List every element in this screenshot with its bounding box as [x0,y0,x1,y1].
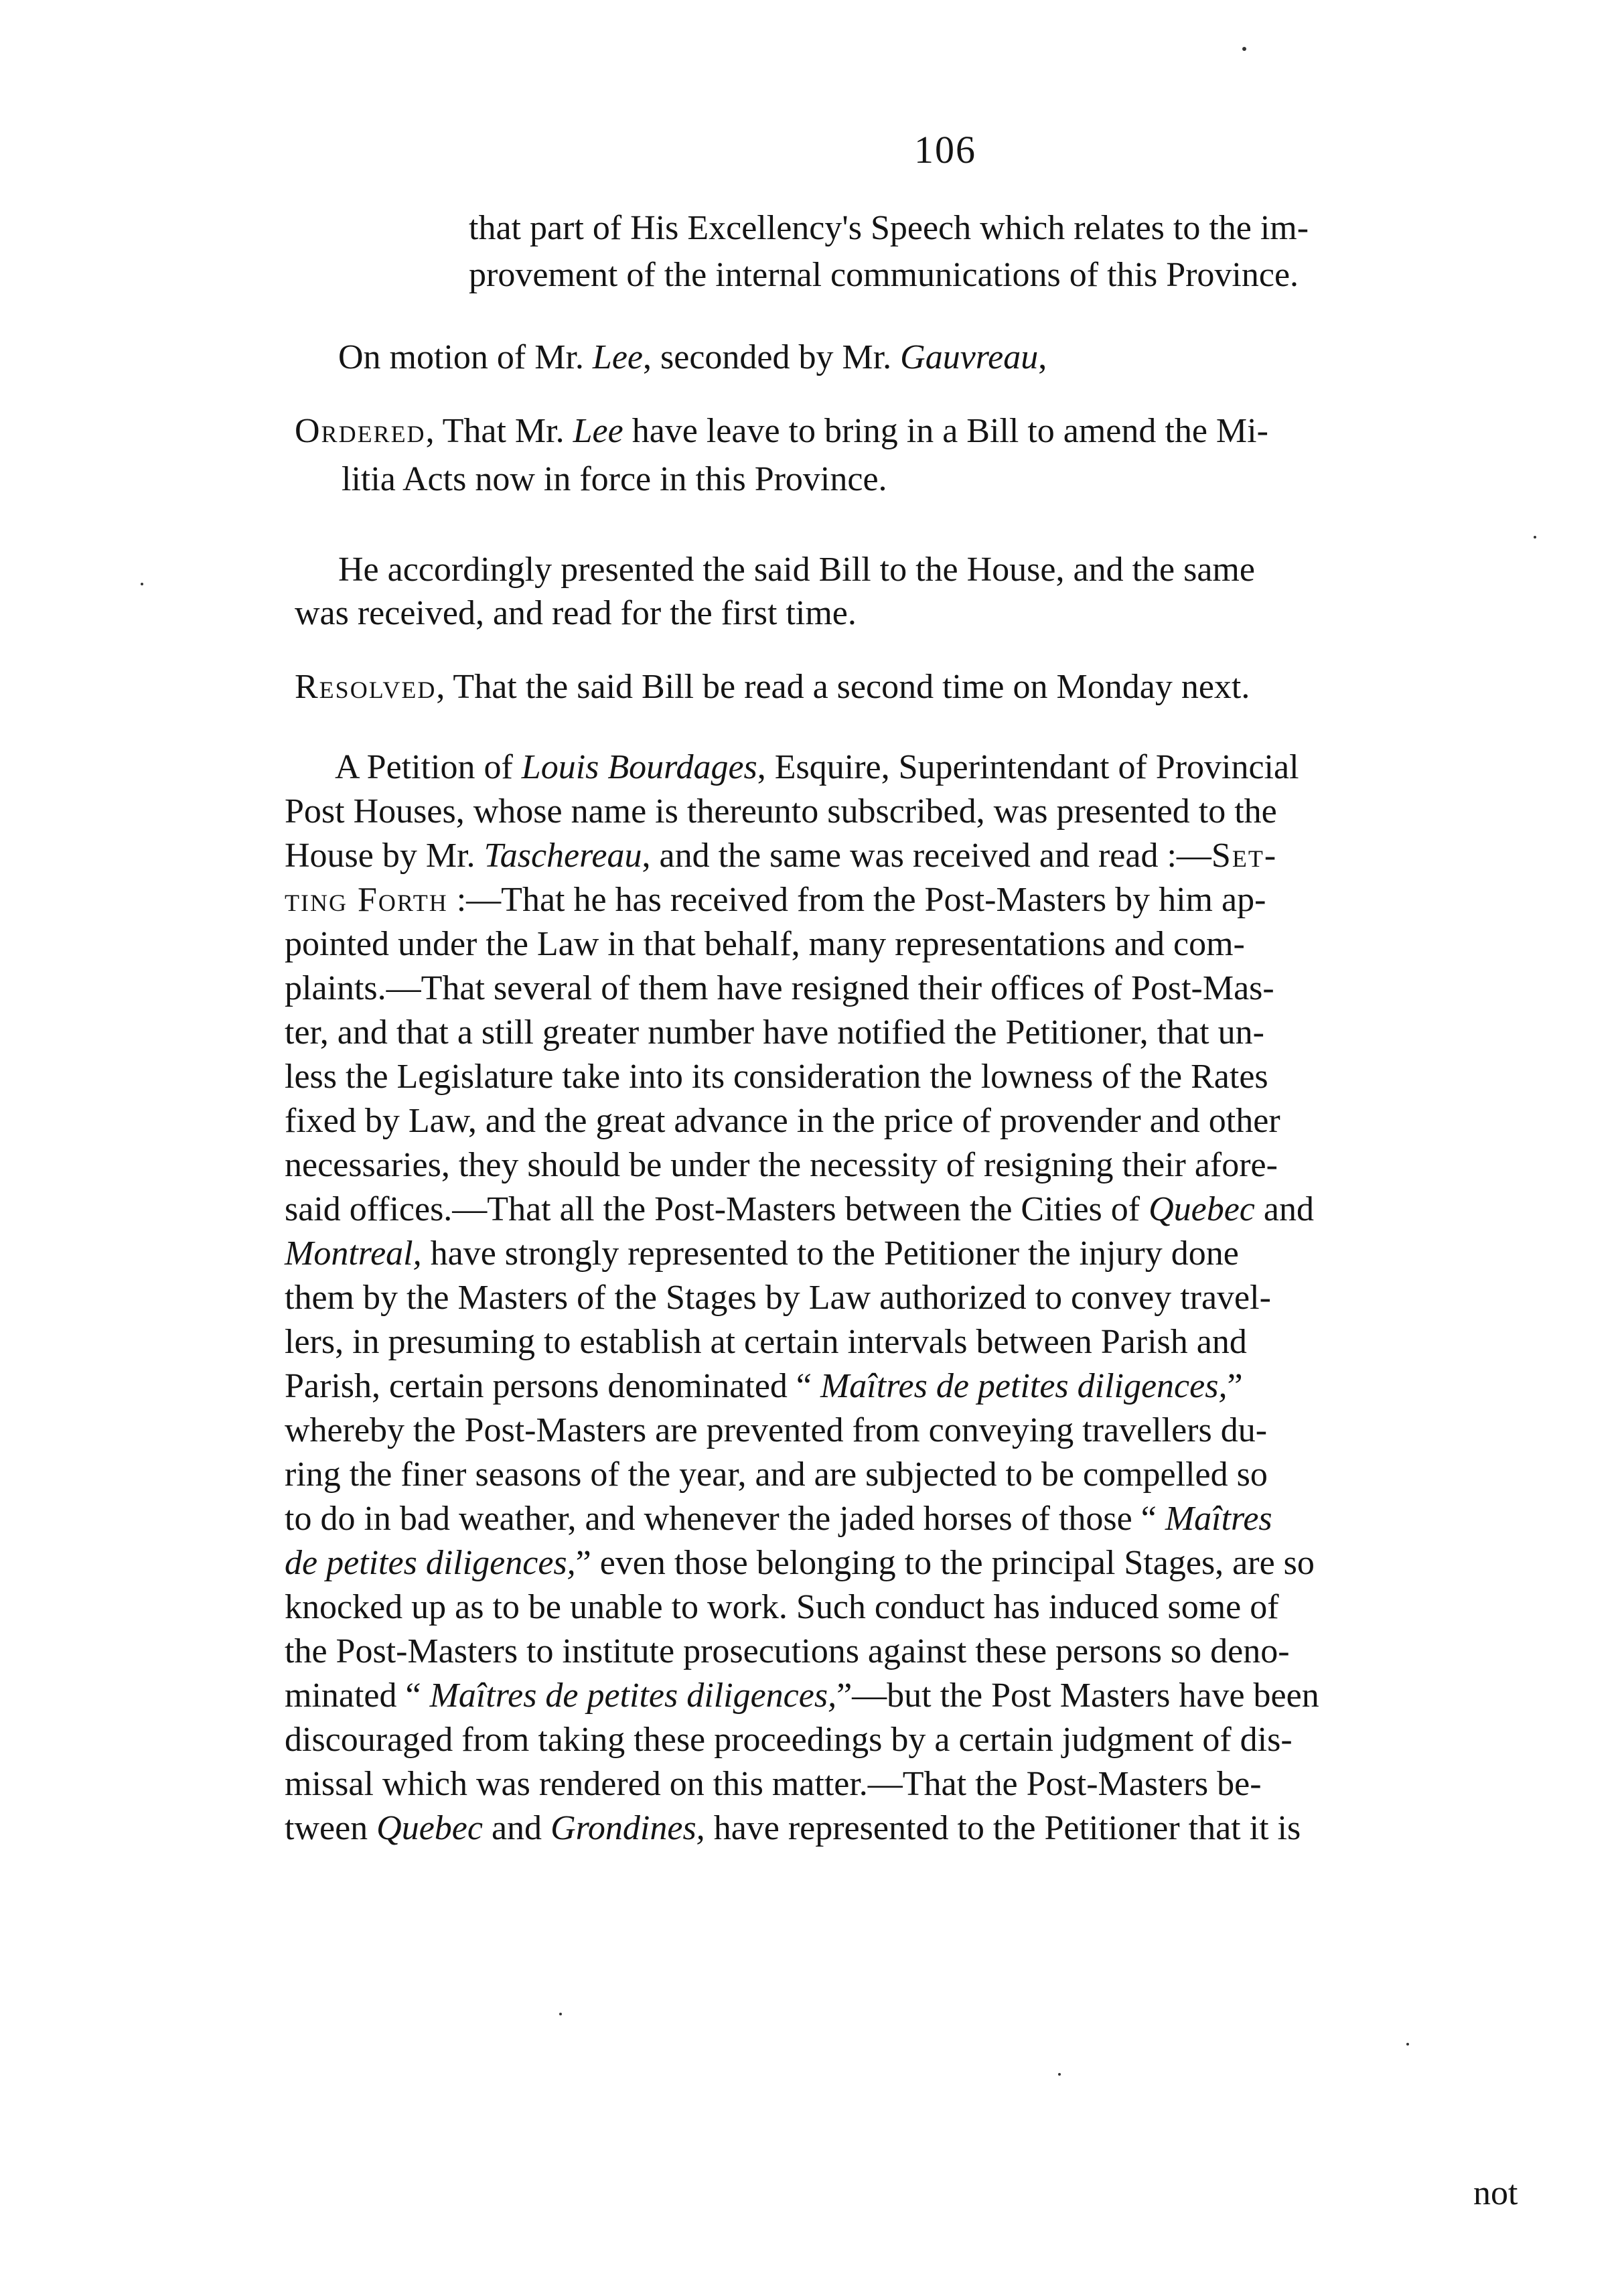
petition-line: plaints.—That several of them have resigned their offices of Post-Mas- [285,969,1274,1007]
petition-line: lers, in presuming to establish at certain intervals between Parish and [285,1323,1247,1361]
scan-speck [141,583,143,585]
resolved-line: Resolved, That the said Bill be read a second time on Monday next. [295,668,1250,706]
petition-line: Post Houses, whose name is thereunto subscribed, was presented to the [285,792,1277,831]
scan-speck [1058,2073,1061,2076]
petition-line: discouraged from taking these proceedings by a certain judgment of dis- [285,1721,1293,1759]
petition-line: knocked up as to be unable to work. Such conduct has induced some of [285,1588,1279,1626]
page-number: 106 [914,128,976,171]
text-line: He accordingly presented the said Bill to the House, and the same [338,551,1255,589]
petition-line: ter, and that a still greater number have notified the Petitioner, that un- [285,1013,1264,1052]
ordered-line: Ordered, That Mr. Lee have leave to bring in a Bill to amend the Mi- [295,412,1268,450]
petition-line: fixed by Law, and the great advance in the price of provender and other [285,1102,1280,1140]
petition-line: to do in bad weather, and whenever the jaded horses of those “ Maîtres [285,1500,1272,1538]
petition-line: Montreal, have strongly represented to the Petitioner the injury done [285,1234,1239,1273]
text-line: that part of His Excellency's Speech which relates to the im- [469,209,1309,247]
scan-speck [1242,47,1246,51]
petition-line: House by Mr. Taschereau, and the same was received and read :—Set- [285,837,1278,875]
petition-line: the Post-Masters to institute prosecutions against these persons so deno- [285,1632,1290,1670]
petition-line: ting Forth :—That he has received from the Post-Masters by him ap- [285,881,1266,919]
scan-speck [1534,536,1536,539]
text-line: litia Acts now in force in this Province. [342,460,887,498]
petition-line: less the Legislature take into its consideration the lowness of the Rates [285,1058,1268,1096]
petition-line: said offices.—That all the Post-Masters between the Cities of Quebec and [285,1190,1314,1228]
petition-line: ring the finer seasons of the year, and are subjected to be compelled so [285,1455,1268,1494]
petition-line: them by the Masters of the Stages by Law authorized to convey travel- [285,1279,1271,1317]
scan-speck [559,2013,562,2015]
petition-line: minated “ Maîtres de petites diligences,”—but the Post Masters have been [285,1676,1319,1715]
petition-line: A Petition of Louis Bourdages, Esquire, Superintendant of Provincial [335,748,1299,786]
motion-line: On motion of Mr. Lee, seconded by Mr. Gauvreau, [338,338,1047,376]
text-line: was received, and read for the first time. [295,594,857,632]
petition-line: Parish, certain persons denominated “ Maîtres de petites diligences,” [285,1367,1243,1405]
petition-line: pointed under the Law in that behalf, many representations and com- [285,925,1245,963]
scan-speck [1406,2043,1409,2046]
petition-line: necessaries, they should be under the necessity of resigning their afore- [285,1146,1278,1184]
text-line: provement of the internal communications of this Province. [469,256,1299,294]
petition-line: missal which was rendered on this matter.—That the Post-Masters be- [285,1765,1262,1803]
petition-line: de petites diligences,” even those belonging to the principal Stages, are so [285,1544,1315,1582]
petition-line: whereby the Post-Masters are prevented from conveying travellers du- [285,1411,1268,1449]
catchword: not [1473,2174,1518,2212]
petition-line: tween Quebec and Grondines, have represented to the Petitioner that it is [285,1809,1301,1847]
